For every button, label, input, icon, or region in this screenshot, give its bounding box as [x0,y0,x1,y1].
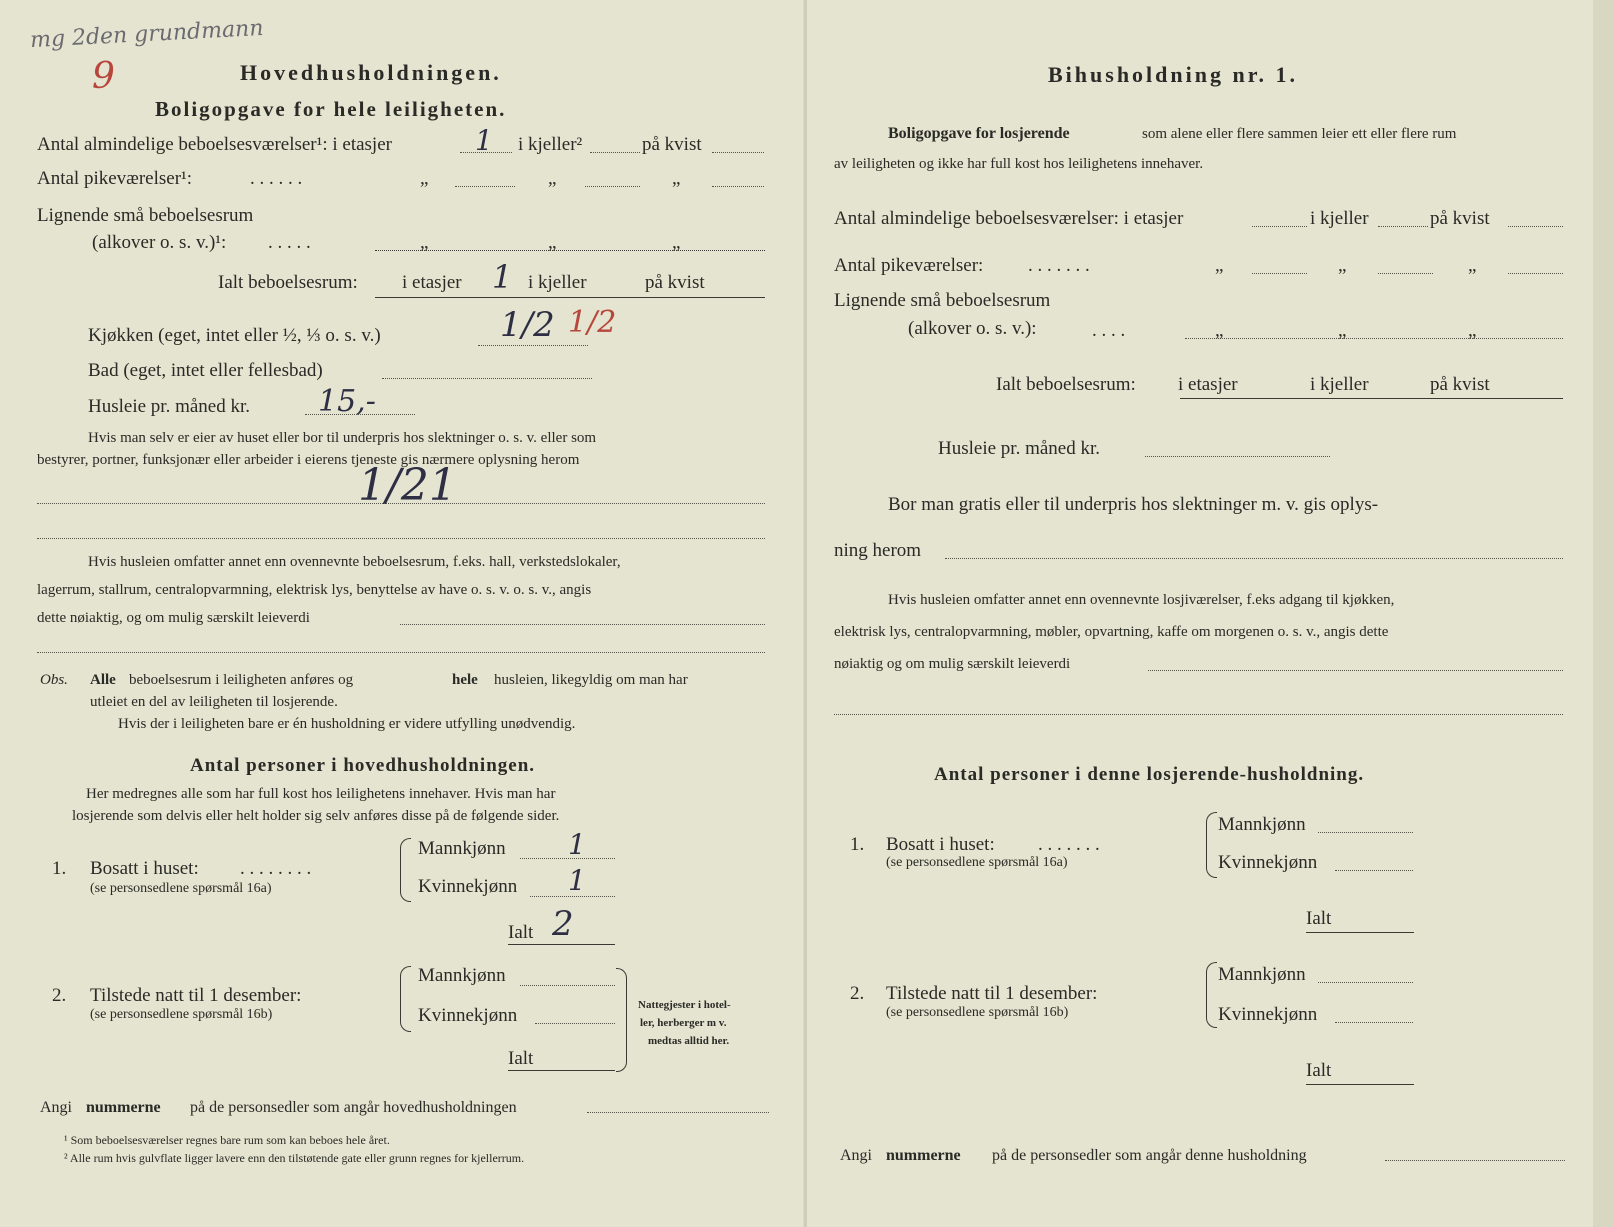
right-gratis-line2: ning herom [834,540,922,561]
left-row2-dots: . . . . . . [250,168,303,189]
left-row2-field-2[interactable] [585,186,640,187]
right-q1-kvinne-label: Kvinnekjønn [1218,852,1318,873]
right-row2-label: Antal pikeværelser: [834,255,984,276]
right-row2-field-2[interactable] [1378,273,1433,274]
page-fold [803,0,807,1227]
right-intro-bold: Boligopgave for losjerende [888,125,1070,142]
left-ialt-underline[interactable] [375,297,765,298]
left-q2-sub: (se personsedlene spørsmål 16b) [90,1007,273,1022]
right-q1-mann-label: Mannkjønn [1218,814,1306,835]
left-q2-right-brace [616,968,627,1072]
left-row2-ditto-1: „ [420,168,429,189]
left-omfatter-line2: lagerrum, stallrum, centralopvarmning, elektrisk lys, benyttelse av have o. s. v. o. s. v., angis [37,582,592,598]
right-q1-brace [1206,812,1217,878]
right-omfatter-line1: Hvis husleien omfatter annet enn ovennevnte losjiværelser, f.eks adgang til kjøkken, [888,592,1395,608]
left-obs-text1: beboelsesrum i leiligheten anføres og [129,672,354,688]
right-q2-kvinne-field[interactable] [1335,1022,1413,1023]
left-ialt-etasjer-label: i etasjer [402,272,462,293]
right-row1-kjeller-field[interactable] [1378,226,1428,227]
left-q1-label: Bosatt i huset: [90,858,199,879]
right-ialt-label: Ialt beboelsesrum: [996,374,1136,395]
left-row1-kjeller-field[interactable] [590,152,640,153]
right-angi-b: nummerne [886,1147,961,1164]
right-q1-mann-field[interactable] [1318,832,1413,833]
left-row3-ditto-1: „ [420,232,429,253]
left-q1-kvinne-value: 1 [568,864,586,897]
left-row1-kvist-field[interactable] [712,152,764,153]
left-row2-label: Antal pikeværelser¹: [37,168,193,189]
left-q2-label: Tilstede natt til 1 desember: [90,985,302,1006]
left-q2-kvinne-label: Kvinnekjønn [418,1005,518,1026]
left-q1-ialt-field[interactable] [508,944,615,945]
left-q2-mann-field[interactable] [520,985,615,986]
left-row1-kvist-label: på kvist [642,134,702,155]
left-row1-kjeller-label: i kjeller² [518,134,583,155]
left-obs-label: Obs. [40,672,68,688]
left-q2-number: 2. [52,985,67,1006]
left-obs-line2: utleiet en del av leiligheten til losjerende. [90,694,338,710]
left-q1-mann-label: Mannkjønn [418,838,506,859]
left-q1-sub: (se personsedlene spørsmål 16a) [90,881,272,896]
right-omfatter-line2: elektrisk lys, centralopvarmning, møbler, opvartning, kaffe om morgenen o. s. v., angis dette [834,624,1389,640]
left-kjokken-red-value: 1/2 [568,305,617,340]
left-q2-mann-label: Mannkjønn [418,965,506,986]
left-kjokken-value: 1/2 [500,305,555,345]
right-ialt-kvist-label: på kvist [1430,374,1490,395]
right-row3-line1: Lignende små beboelsesrum [834,290,1051,311]
left-omfatter-field-2[interactable] [37,652,765,653]
left-persons-line2: losjerende som delvis eller helt holder sig selv anføres disse på de følgende sider. [72,808,560,824]
left-row3-line1: Lignende små beboelsesrum [37,205,254,226]
right-row2-ditto-3: „ [1468,255,1477,276]
right-angi-a: Angi [840,1147,872,1164]
left-row1-label: Antal almindelige beboelsesværelser¹: i etasjer [37,134,392,155]
left-eier-line2: bestyrer, portner, funksjonær eller arbeider i eierens tjeneste gis nærmere oplysning herom [37,452,580,468]
left-q2-ialt-field[interactable] [508,1070,615,1071]
right-q2-ialt-field[interactable] [1306,1084,1414,1085]
left-ialt-kjeller-label: i kjeller [528,272,587,293]
right-q1-ialt-field[interactable] [1306,932,1414,933]
right-omfatter-field-2[interactable] [834,714,1563,715]
right-omfatter-field-1[interactable] [1148,670,1563,671]
right-persons-heading: Antal personer i denne losjerende-husholdning. [934,764,1365,785]
right-q2-kvinne-label: Kvinnekjønn [1218,1004,1318,1025]
right-row2-ditto-1: „ [1215,255,1224,276]
right-q2-number: 2. [850,983,865,1004]
right-ialt-underline[interactable] [1180,398,1563,399]
left-footnote-2: ² Alle rum hvis gulvflate ligger lavere enn den tilstøtende gate eller grunn regnes for kjellerrum. [64,1151,525,1165]
left-title: Hovedhusholdningen. [240,60,502,85]
left-husleie-field[interactable] [305,414,415,415]
right-q1-kvinne-field[interactable] [1335,870,1413,871]
right-row2-ditto-2: „ [1338,255,1347,276]
left-husleie-label: Husleie pr. måned kr. [88,396,250,417]
left-natt-line1: Nattegjester i hotel- [638,999,731,1011]
right-ialt-etasjer-label: i etasjer [1178,374,1238,395]
left-husleie-value: 15,- [318,384,376,419]
right-row2-dots: . . . . . . . [1028,255,1090,276]
right-row1-label: Antal almindelige beboelsesværelser: i etasjer [834,208,1184,229]
right-q1-ialt-label: Ialt [1306,908,1332,929]
right-row3-field[interactable] [1185,338,1563,339]
left-q1-ialt-label: Ialt [508,922,534,943]
right-q2-sub: (se personsedlene spørsmål 16b) [886,1005,1069,1020]
right-q2-ialt-label: Ialt [1306,1060,1332,1081]
left-q1-ialt-value: 2 [552,904,574,944]
left-omfatter-line1: Hvis husleien omfatter annet enn ovennevnte beboelsesrum, f.eks. hall, verkstedslokaler, [88,554,621,570]
right-q2-label: Tilstede natt til 1 desember: [886,983,1098,1004]
right-row1-kvist-field[interactable] [1508,226,1563,227]
left-q1-kvinne-label: Kvinnekjønn [418,876,518,897]
left-eier-line1: Hvis man selv er eier av huset eller bor til underpris hos slektninger o. s. v. eller som [88,430,597,446]
right-row3-ditto-3: „ [1468,320,1477,341]
right-angi-c: på de personsedler som angår denne husholdning [992,1147,1307,1164]
left-eier-handwritten-note: 1/21 [358,460,457,511]
right-row1-kvist-label: på kvist [1430,208,1490,229]
left-ialt-label: Ialt beboelsesrum: [218,272,358,293]
right-row1-kjeller-label: i kjeller [1310,208,1369,229]
right-q2-brace [1206,962,1217,1028]
handwritten-red-number: 9 [92,56,115,97]
left-obs-line3: Hvis der i leiligheten bare er én husholdning er videre utfylling unødvendig. [118,716,576,732]
left-persons-line1: Her medregnes alle som har full kost hos leilighetens innehaver. Hvis man har [86,786,556,802]
right-row2-field-1[interactable] [1252,273,1307,274]
left-row2-field-1[interactable] [455,186,515,187]
left-persons-heading: Antal personer i hovedhusholdningen. [190,755,536,776]
right-q1-number: 1. [850,834,865,855]
left-q2-ialt-label: Ialt [508,1048,534,1069]
left-row2-ditto-2: „ [548,168,557,189]
left-bad-field[interactable] [382,378,592,379]
right-omfatter-line3: nøiaktig og om mulig særskilt leieverdi [834,656,1071,672]
left-natt-line3: medtas alltid her. [648,1035,730,1047]
left-row3-line2: (alkover o. s. v.)¹: [92,232,227,253]
right-q1-label: Bosatt i huset: [886,834,995,855]
left-row2-field-3[interactable] [712,186,764,187]
left-subtitle: Boligopgave for hele leiligheten. [155,97,507,121]
right-row3-ditto-2: „ [1338,320,1347,341]
left-q1-brace [400,838,411,902]
left-row3-ditto-3: „ [672,232,681,253]
left-angi-b: nummerne [86,1099,161,1116]
right-row3-dots: . . . . [1092,320,1126,341]
right-husleie-label: Husleie pr. måned kr. [938,438,1100,459]
left-q2-kvinne-field[interactable] [535,1023,615,1024]
right-q1-dots: . . . . . . . [1038,834,1100,855]
right-row3-line2: (alkover o. s. v.): [908,318,1037,339]
handwritten-top-note: mg 2den grundmann [29,15,265,54]
left-footnote-1: ¹ Som beboelsesværelser regnes bare rum som kan beboes hele året. [64,1133,390,1147]
left-kjokken-field[interactable] [478,345,588,346]
left-omfatter-line3: dette nøiaktig, og om mulig særskilt leieverdi [37,610,310,626]
right-row2-field-3[interactable] [1508,273,1563,274]
right-intro-line1: som alene eller flere sammen leier ett eller flere rum [1142,126,1457,142]
left-bad-label: Bad (eget, intet eller fellesbad) [88,360,323,381]
left-obs-hele: hele [452,672,478,688]
right-intro-line2: av leiligheten og ikke har full kost hos leilighetens innehaver. [834,156,1204,172]
left-ialt-kvist-label: på kvist [645,272,705,293]
right-gratis-field[interactable] [945,558,1563,559]
left-angi-a: Angi [40,1099,72,1116]
left-row3-ditto-2: „ [548,232,557,253]
left-row3-dots: . . . . . [268,232,311,253]
right-row3-ditto-1: „ [1215,320,1224,341]
left-row2-ditto-3: „ [672,168,681,189]
left-obs-text2: husleien, likegyldig om man har [494,672,688,688]
right-q2-mann-field[interactable] [1318,982,1413,983]
left-kjokken-label: Kjøkken (eget, intet eller ½, ⅓ o. s. v.) [88,325,381,346]
left-omfatter-field-1[interactable] [400,624,765,625]
right-gratis-line1: Bor man gratis eller til underpris hos slektninger m. v. gis oplys- [888,494,1379,515]
left-q1-number: 1. [52,858,67,879]
left-q2-brace [400,966,411,1032]
right-q1-sub: (se personsedlene spørsmål 16a) [886,855,1068,870]
left-row3-field[interactable] [375,250,765,251]
left-q1-mann-value: 1 [568,828,586,861]
left-q1-dots: . . . . . . . . [240,858,312,879]
left-angi-field[interactable] [587,1112,769,1113]
right-title: Bihusholdning nr. 1. [1048,62,1298,87]
right-angi-field[interactable] [1385,1160,1565,1161]
left-eier-field-1[interactable] [37,503,765,504]
left-angi-c: på de personsedler som angår hovedhusholdningen [190,1099,517,1116]
right-q2-mann-label: Mannkjønn [1218,964,1306,985]
left-obs-alle: Alle [90,672,116,688]
right-row1-etasjer-field[interactable] [1252,226,1307,227]
right-husleie-field[interactable] [1145,456,1330,457]
left-eier-field-2[interactable] [37,538,765,539]
left-ialt-etasjer-value: 1 [492,258,513,296]
left-row1-etasjer-value: 1 [475,124,493,157]
right-ialt-kjeller-label: i kjeller [1310,374,1369,395]
paper-edge [1593,0,1613,1227]
left-natt-line2: ler, herberger m v. [640,1017,727,1029]
